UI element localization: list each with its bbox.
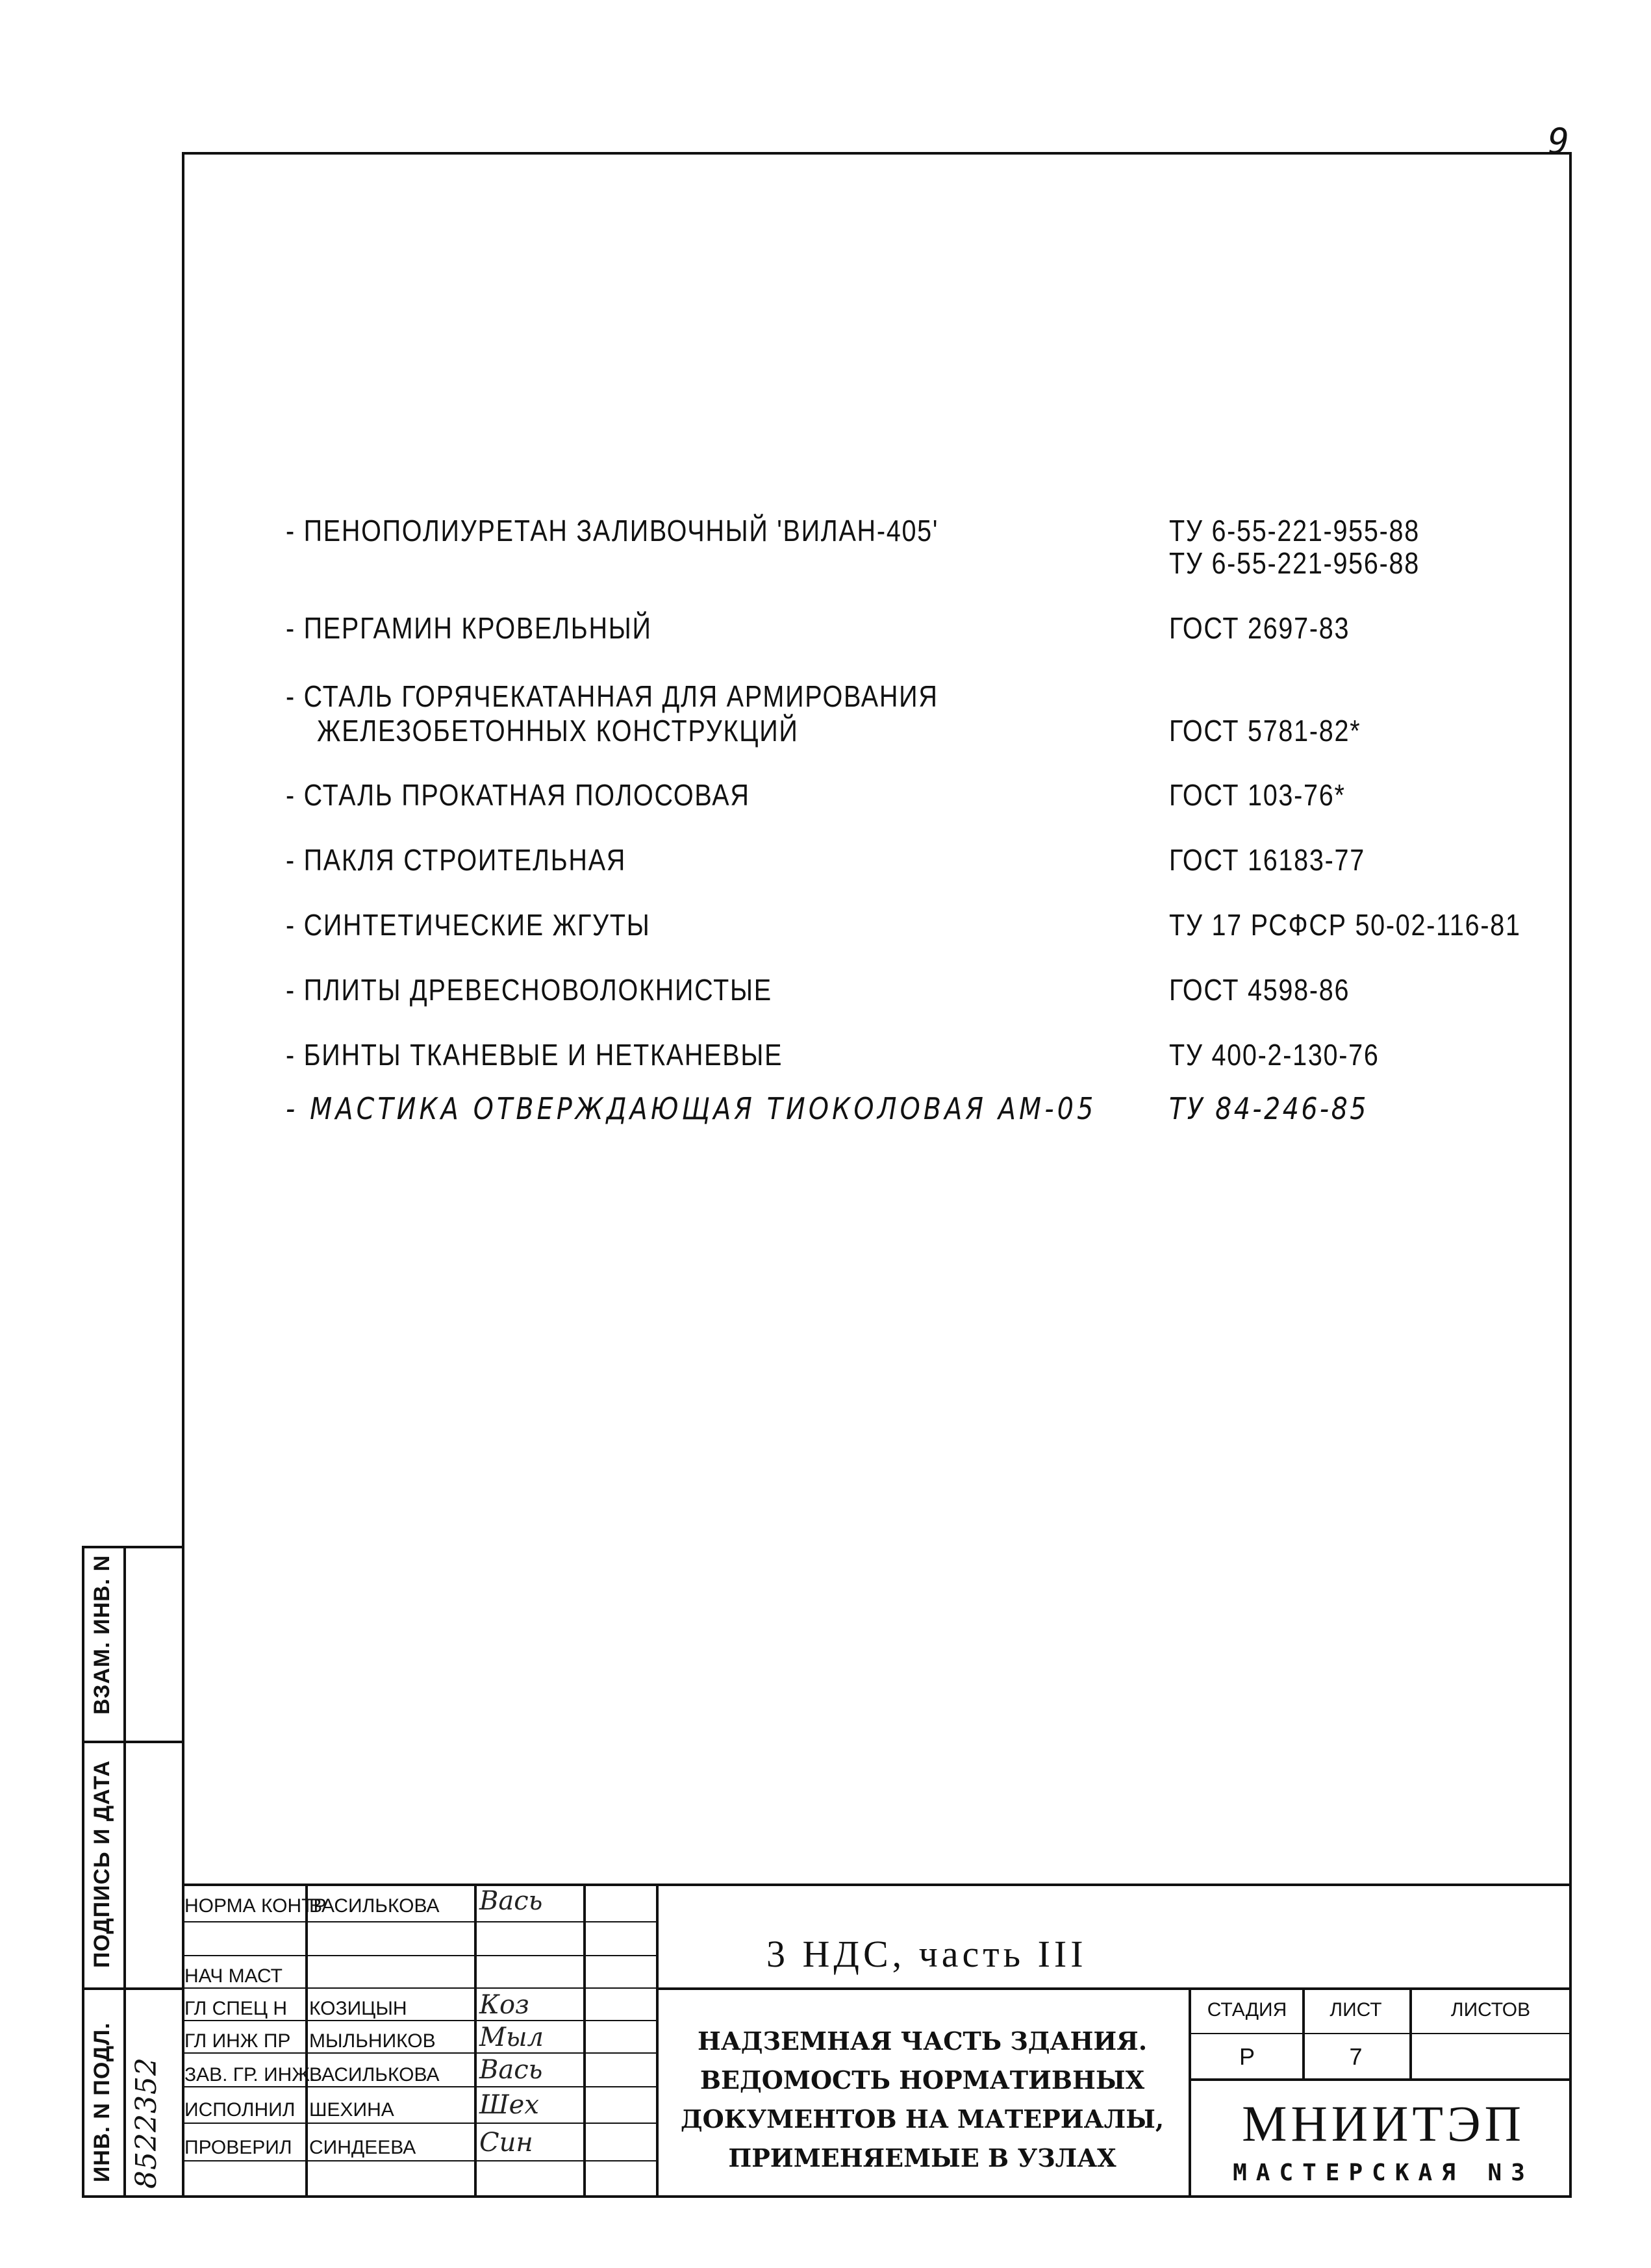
signature: Коз <box>479 1990 529 2020</box>
material-name: - ПЕРГАМИН КРОВЕЛЬНЫЙ <box>286 611 652 645</box>
organization-name: МНИИТЭП <box>1242 2095 1525 2152</box>
tb-line <box>656 1884 659 2198</box>
tb-row-line <box>182 1987 656 1989</box>
material-ref: ТУ 6-55-221-956-88 <box>1169 546 1420 580</box>
person-name: ВАСИЛЬКОВА <box>309 2064 440 2085</box>
orig-inv-label: ИНВ. N ПОДЛ. <box>90 2022 114 2182</box>
material-ref: ГОСТ 16183-77 <box>1169 843 1365 877</box>
material-ref: ТУ 400-2-130-76 <box>1169 1038 1380 1072</box>
doc-title-line: ПРИМЕНЯЕМЫЕ В УЗЛАХ <box>728 2143 1116 2173</box>
tb-line <box>1189 2078 1572 2081</box>
role-label: ИСПОЛНИЛ <box>184 2099 296 2121</box>
signature: Мыл <box>479 2022 544 2052</box>
person-name: ВАСИЛЬКОВА <box>309 1895 440 1917</box>
material-name: - БИНТЫ ТКАНЕВЫЕ И НЕТКАНЕВЫЕ <box>286 1038 783 1072</box>
tb-line <box>1302 1987 1305 2078</box>
person-name: ШЕХИНА <box>309 2099 394 2121</box>
sheet-value: 7 <box>1349 2043 1363 2070</box>
signature: Вась <box>479 2055 543 2085</box>
person-name: МЫЛЬНИКОВ <box>309 2030 436 2052</box>
stage-label: СТАДИЯ <box>1207 1999 1287 2021</box>
doc-title-line: ВЕДОМОСТЬ НОРМАТИВНЫХ <box>699 2065 1145 2095</box>
person-name: КОЗИЦЫН <box>309 1998 407 2019</box>
tb-row-line <box>182 2086 656 2087</box>
material-name: - СИНТЕТИЧЕСКИЕ ЖГУТЫ <box>286 908 651 942</box>
tb-row-line <box>182 2052 656 2054</box>
side-divider <box>82 1741 184 1743</box>
tb-line <box>1189 1987 1191 2198</box>
material-ref: ГОСТ 103-76* <box>1169 778 1346 812</box>
person-name: СИНДЕЕВА <box>309 2137 416 2158</box>
signature: Син <box>479 2128 533 2158</box>
tb-row-line <box>182 2160 656 2161</box>
tb-row-line <box>1189 2033 1572 2034</box>
tb-row-line <box>182 1921 656 1922</box>
role-label: ГЛ СПЕЦ Н <box>184 1998 288 2019</box>
tb-line <box>656 1987 1572 1990</box>
tb-row-line <box>182 1955 656 1956</box>
material-name: - ПАКЛЯ СТРОИТЕЛЬНАЯ <box>286 843 627 877</box>
stage-value: Р <box>1239 2043 1255 2070</box>
doc-title-line: НАДЗЕМНАЯ ЧАСТЬ ЗДАНИЯ. <box>697 2026 1148 2056</box>
material-ref: ТУ 17 РСФСР 50-02-116-81 <box>1169 908 1521 942</box>
tb-row-line <box>182 2123 656 2124</box>
material-ref: ТУ 84-246-85 <box>1169 1091 1368 1126</box>
material-ref: ГОСТ 4598-86 <box>1169 973 1350 1007</box>
material-ref: ГОСТ 2697-83 <box>1169 611 1350 645</box>
tb-row-line <box>182 2020 656 2021</box>
material-name-cont: ЖЕЛЕЗОБЕТОННЫХ КОНСТРУКЦИЙ <box>317 714 799 748</box>
page-number: 9 <box>1548 121 1569 162</box>
material-ref: ТУ 6-55-221-955-88 <box>1169 514 1420 548</box>
signature: Вась <box>479 1886 543 1916</box>
tb-line <box>583 1884 586 2198</box>
role-label: НОРМА КОНТР <box>184 1895 327 1917</box>
side-divider <box>82 1987 184 1990</box>
tb-line <box>474 1884 477 2198</box>
replace-inv-label: ВЗАМ. ИНВ. N <box>90 1554 114 1715</box>
material-name: - ПЛИТЫ ДРЕВЕСНОВОЛОКНИСТЫЕ <box>286 973 772 1007</box>
sign-date-label: ПОДПИСЬ И ДАТА <box>90 1759 114 1968</box>
role-label: ЗАВ. ГР. ИНЖ. <box>184 2064 316 2085</box>
doc-title-line: ДОКУМЕНТОВ НА МАТЕРИАЛЫ, <box>680 2104 1165 2134</box>
role-label: ПРОВЕРИЛ <box>184 2137 292 2158</box>
role-label: ГЛ ИНЖ ПР <box>184 2030 291 2052</box>
organization-sub: МАСТЕРСКАЯ N3 <box>1233 2160 1534 2186</box>
orig-inv-value: 8522352 <box>130 2057 163 2189</box>
sheets-label: ЛИСТОВ <box>1450 1999 1531 2021</box>
material-name: - МАСТИКА ОТВЕРЖДАЮЩАЯ ТИОКОЛОВАЯ АМ-05 <box>286 1091 1097 1126</box>
project-code: 3 НДС, часть III <box>766 1933 1087 1975</box>
drawing-frame <box>182 152 1572 2198</box>
tb-line <box>182 1884 1572 1886</box>
signature: Шех <box>479 2090 539 2120</box>
material-name: - СТАЛЬ ПРОКАТНАЯ ПОЛОСОВАЯ <box>286 778 750 812</box>
tb-line <box>1409 1987 1412 2078</box>
side-divider <box>123 1546 126 2198</box>
role-label: НАЧ МАСТ <box>184 1965 283 1987</box>
material-ref: ГОСТ 5781-82* <box>1169 714 1361 748</box>
material-name: - СТАЛЬ ГОРЯЧЕКАТАННАЯ ДЛЯ АРМИРОВАНИЯ <box>286 679 939 713</box>
sheet-label: ЛИСТ <box>1330 1999 1382 2021</box>
tb-line <box>305 1884 308 2198</box>
material-name: - ПЕНОПОЛИУРЕТАН ЗАЛИВОЧНЫЙ 'ВИЛАН-405' <box>286 514 939 548</box>
